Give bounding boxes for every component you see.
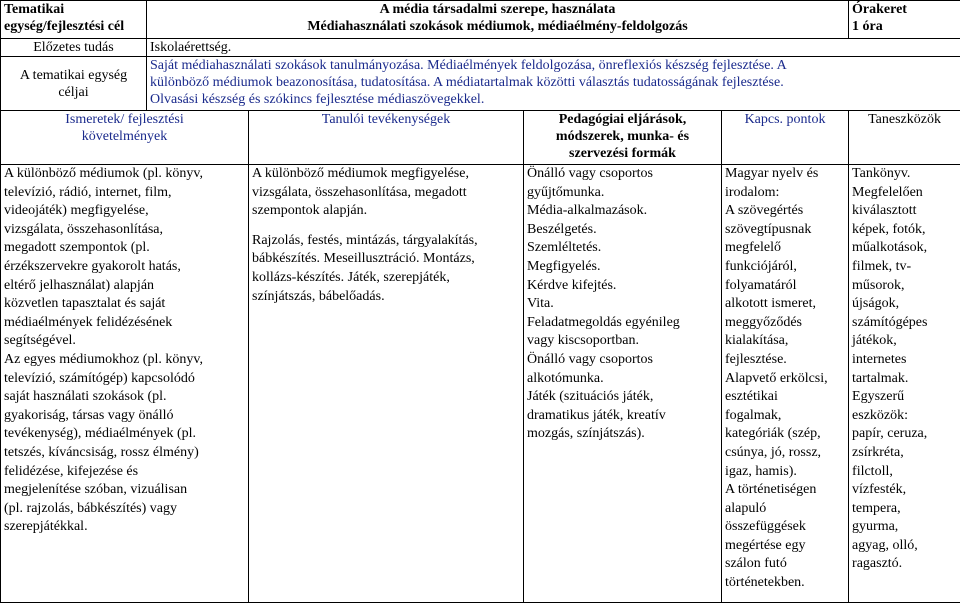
- column-header-row: [1, 111, 960, 165]
- activities-block-2: Rajzolás, festés, mintázás, tárgyalakítás, bábkészítés. Meseillusztráció. Montázs, kollázs-készítés. Játék, szerepjáték, színjátszás, bábelőadás.: [252, 232, 478, 304]
- col-links-header: Kapcs. pontok: [722, 111, 849, 165]
- content-row: [1, 165, 960, 603]
- goals-label: A tematikai egység céljai: [1, 57, 147, 111]
- goals-row: [1, 57, 960, 111]
- tools-cell: Tankönyv. Megfelelően kiválasztott képek, fotók, műalkotások, filmek, tv- műsorok, újságok, számítógépes játékok, internetes tartalmak. Egyszerű eszközök: papír, ceruza, zsírkréta, filctoll, vízfesték, tempera, gyurma, agyag, olló, ragasztó.: [849, 165, 960, 603]
- activities-block-1: A különböző médiumok megfigyelése, vizsgálata, összehasonlítása, megadott szempontok alapján.: [252, 166, 469, 219]
- col-activities-header: Tanulói tevékenységek: [249, 111, 524, 165]
- unit-title-line2: Médiahasználati szokások médiumok, médiaélmény-feldolgozás: [307, 19, 688, 34]
- methods-cell: Önálló vagy csoportos gyűjtőmunka. Média-alkalmazások. Beszélgetés. Szemléltetés. Megfigyelés. Kérdve kifejtés. Vita. Feladatmegoldás egyénileg vagy kiscsoportban. Önálló vagy csoportos alkotómunka. Játék (szituációs játék, dramatikus játék, kreatív mozgás, színjátszás).: [524, 165, 722, 603]
- activities-cell: [249, 165, 524, 603]
- unit-label-cell: [1, 1, 147, 39]
- knowledge-cell: A különböző médiumok (pl. könyv, televízió, rádió, internet, film, videojáték) megfigyelése, vizsgálata, összehasonlítása, megadott szempontok (pl. érzékszervekre gyakorolt hatás, eltérő jelhasználat) alapján közvetlen tapasztalat és saját médiaélmények felidézésének segítségével. Az egyes médiumokhoz (pl. könyv, televízió, számítógép) kapcsolódó saját használati szokások (pl. gyakoriság, társas vagy önálló tevékenység), médiaélmények (pl. tetszés, kíváncsiság, rossz élmény) felidézése, kifejezése és megjelenítése szóban, vizuálisan (pl. rajzolás, bábkészítés) vagy szerepjátékkal.: [1, 165, 249, 603]
- goals-line: Olvasási készség és szókincs fejlesztése médiaszövegekkel.: [150, 92, 485, 107]
- prereq-label: Előzetes tudás: [1, 39, 147, 57]
- goals-line: Saját médiahasználati szokások tanulmányozása. Médiaélmények feldolgozása, önreflexiós készség fejlesztése. A: [150, 58, 787, 73]
- goals-line: különböző médiumok beazonosítása, tudatosítása. A médiatartalmak közötti választás tudatosságának fejlesztése.: [150, 75, 784, 90]
- unit-title-cell: [147, 1, 849, 39]
- hours-cell: [849, 1, 960, 39]
- hours-label: Órakeret: [852, 2, 907, 17]
- links-cell: Magyar nyelv és irodalom: A szövegértés szövegtípusnak megfelelő funkciójáról, folyamatáról alkotott ismeret, meggyőződés kialakítása, fejlesztése. Alapvető erkölcsi, esztétikai fogalmak, kategóriák (szép, csúnya, jó, rossz, igaz, hamis). A történetiségen alapuló összefüggések megértése egy szálon futó történetekben.: [722, 165, 849, 603]
- col-methods-header: Pedagógiai eljárások, módszerek, munka- és szervezési formák: [524, 111, 722, 165]
- hours-value: 1 óra: [852, 19, 883, 34]
- prereq-row: [1, 39, 960, 57]
- col-tools-header: Taneszközök: [849, 111, 960, 165]
- col-knowledge-header: Ismeretek/ fejlesztési követelmények: [1, 111, 249, 165]
- unit-label-line1: Tematikai: [4, 2, 65, 17]
- unit-label-line2: egység/fejlesztési cél: [4, 19, 125, 34]
- prereq-value: Iskolaérettség.: [147, 39, 960, 57]
- goals-value: [147, 57, 960, 111]
- unit-title-line1: A média társadalmi szerepe, használata: [379, 2, 616, 17]
- header-row: [1, 1, 960, 39]
